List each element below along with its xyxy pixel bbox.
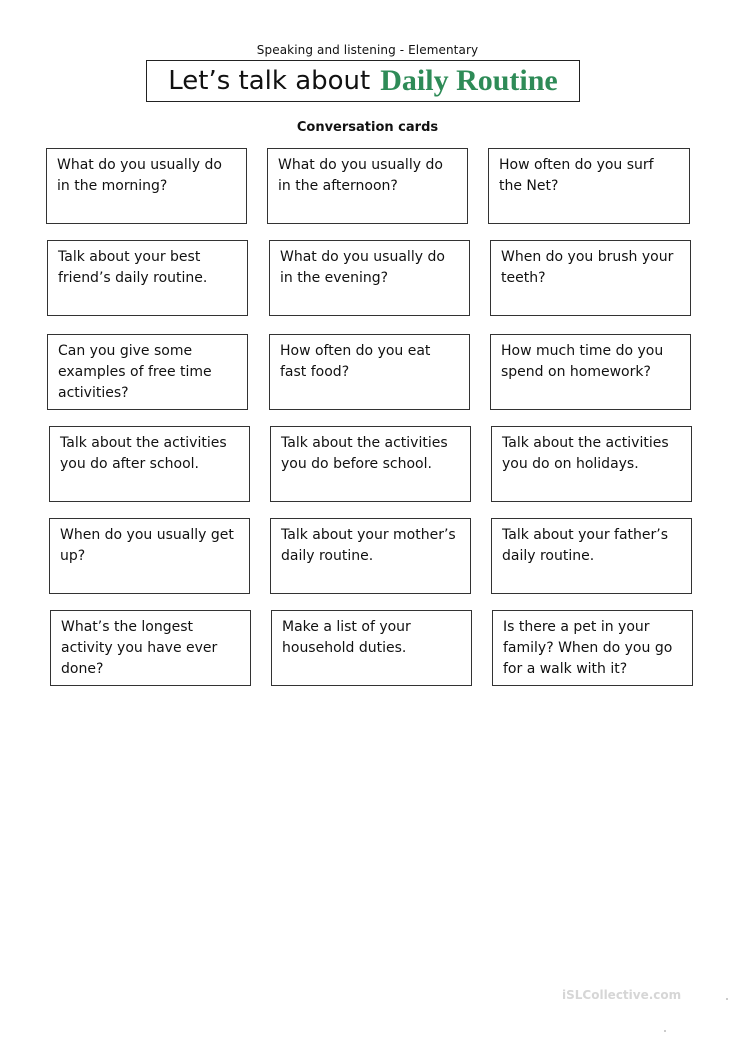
conversation-card: Talk about the activities you do before school. <box>270 426 471 502</box>
conversation-card: Can you give some examples of free time activities? <box>47 334 248 410</box>
scan-speck <box>664 1030 666 1032</box>
conversation-card: Is there a pet in your family? When do you go for a walk with it? <box>492 610 693 686</box>
conversation-card: What do you usually do in the afternoon? <box>267 148 468 224</box>
conversation-card: How much time do you spend on homework? <box>490 334 691 410</box>
conversation-card: Talk about your mother’s daily routine. <box>270 518 471 594</box>
conversation-card: Make a list of your household duties. <box>271 610 472 686</box>
watermark: iSLCollective.com <box>562 988 682 1002</box>
conversation-card: Talk about your best friend’s daily routine. <box>47 240 248 316</box>
title-main: Let’s talk about <box>168 66 371 96</box>
conversation-card: What do you usually do in the evening? <box>269 240 470 316</box>
conversation-card: What do you usually do in the morning? <box>46 148 247 224</box>
scan-speck <box>726 998 728 1000</box>
conversation-card: Talk about the activities you do after school. <box>49 426 250 502</box>
conversation-card: Talk about the activities you do on holidays. <box>491 426 692 502</box>
title-box <box>146 60 580 102</box>
worksheet-subtitle: Speaking and listening - Elementary <box>256 43 479 57</box>
conversation-card: How often do you eat fast food? <box>269 334 470 410</box>
conversation-card: How often do you surf the Net? <box>488 148 690 224</box>
conversation-card: When do you usually get up? <box>49 518 250 594</box>
conversation-card: Talk about your father’s daily routine. <box>491 518 692 594</box>
conversation-card: What’s the longest activity you have ever done? <box>50 610 251 686</box>
section-heading: Conversation cards <box>296 120 439 135</box>
title-accent: Daily Routine <box>380 64 558 97</box>
conversation-card: When do you brush your teeth? <box>490 240 691 316</box>
